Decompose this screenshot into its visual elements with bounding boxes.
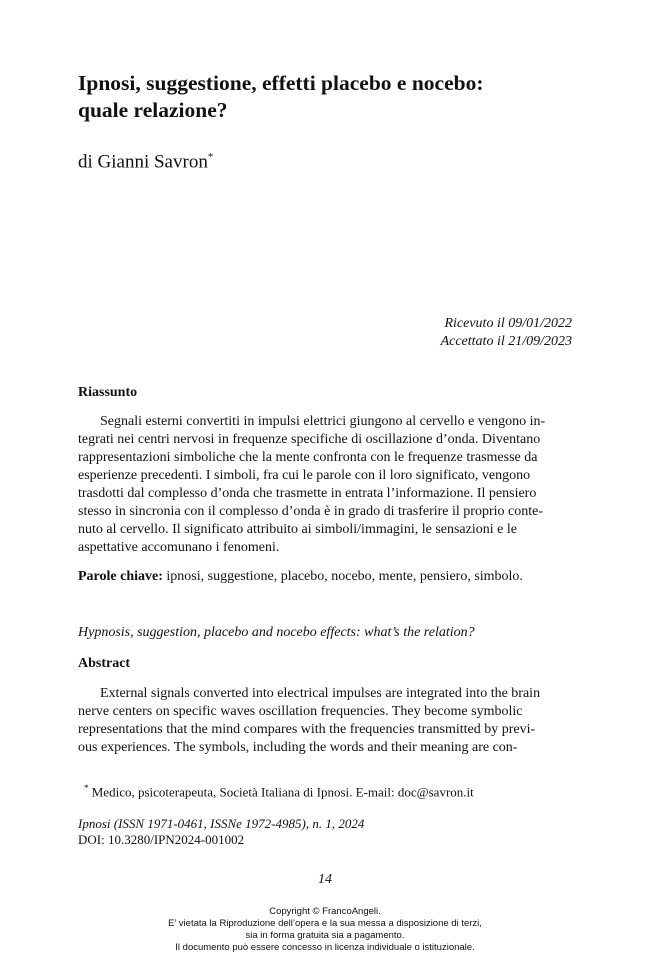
abstract-line: representations that the mind compares with the frequencies transmitted by previ- [78, 722, 536, 737]
riassunto-line: tegrati nei centri nervosi in frequenze specifiche di oscillazione d’onda. Diventano [78, 432, 541, 447]
submission-dates [441, 315, 572, 351]
abstract-line: nerve centers on specific waves oscillation frequencies. They become symbolic [78, 704, 523, 719]
abstract-line: External signals converted into electrical impulses are integrated into the brain [100, 686, 541, 701]
page-number: 14 [318, 872, 332, 887]
author-line [78, 151, 213, 173]
riassunto-line: aspettative accomunano i fenomeni. [78, 540, 280, 555]
journal-citation: Ipnosi (ISSN 1971-0461, ISSNe 1972-4985), n. 1, 2024 [78, 816, 365, 831]
copyright-notice [0, 906, 650, 954]
title-line-1: Ipnosi, suggestione, effetti placebo e nocebo: [78, 71, 484, 95]
english-title: Hypnosis, suggestion, placebo and nocebo effects: what’s the relation? [78, 625, 475, 640]
abstract-heading: Abstract [78, 656, 131, 671]
author-footnote [84, 783, 474, 800]
abstract-line: ous experiences. The symbols, including the words and their meaning are con- [78, 740, 518, 755]
riassunto-line: stesso in sincronia con il complesso d’onda è in grado di trasferire il proprio conte- [78, 504, 543, 519]
keywords [78, 569, 523, 585]
title-line-2: quale relazione? [78, 98, 228, 122]
riassunto-line: esperienze precedenti. I simboli, fra cui le parole con il loro significato, vengono [78, 468, 531, 483]
received-date: Ricevuto il 09/01/2022 [444, 316, 572, 331]
riassunto-heading: Riassunto [78, 385, 138, 400]
copyright-line: Il documento può essere concesso in licenza individuale o istituzionale. [175, 942, 475, 953]
riassunto-line: trasdotti dal complesso d’onda che trasmette in entrata l’informazione. Il pensiero [78, 486, 537, 501]
riassunto-body [78, 413, 574, 557]
doi: DOI: 10.3280/IPN2024-001002 [78, 832, 245, 847]
abstract-body [78, 685, 574, 757]
riassunto-line: rappresentazioni simboliche che la mente confronta con le frequenze trasmesse da [78, 450, 538, 465]
journal-info [78, 816, 364, 848]
copyright-line: Copyright © FrancoAngeli. [269, 906, 381, 917]
article-title [78, 70, 578, 124]
footnote-text: Medico, psicoterapeuta, Società Italiana di Ipnosi. E-mail: doc@savron.it [88, 784, 474, 800]
riassunto-line: Segnali esterni convertiti in impulsi elettrici giungono al cervello e vengono in- [100, 414, 546, 429]
author-name: di Gianni Savron [78, 151, 208, 173]
author-footnote-mark: * [207, 151, 214, 163]
copyright-line: sia in forma gratuita sia a pagamento. [245, 930, 405, 941]
copyright-line: E’ vietata la Riproduzione dell’opera e la sua messa a disposizione di terzi, [168, 918, 482, 929]
riassunto-line: nuto al cervello. Il significato attribuito ai simboli/immagini, le sensazioni e le [78, 522, 517, 537]
keywords-label: Parole chiave: [78, 569, 163, 584]
footnote-mark: * [84, 783, 89, 793]
keywords-list: ipnosi, suggestione, placebo, nocebo, mente, pensiero, simbolo. [162, 569, 523, 584]
accepted-date: Accettato il 21/09/2023 [440, 334, 572, 349]
